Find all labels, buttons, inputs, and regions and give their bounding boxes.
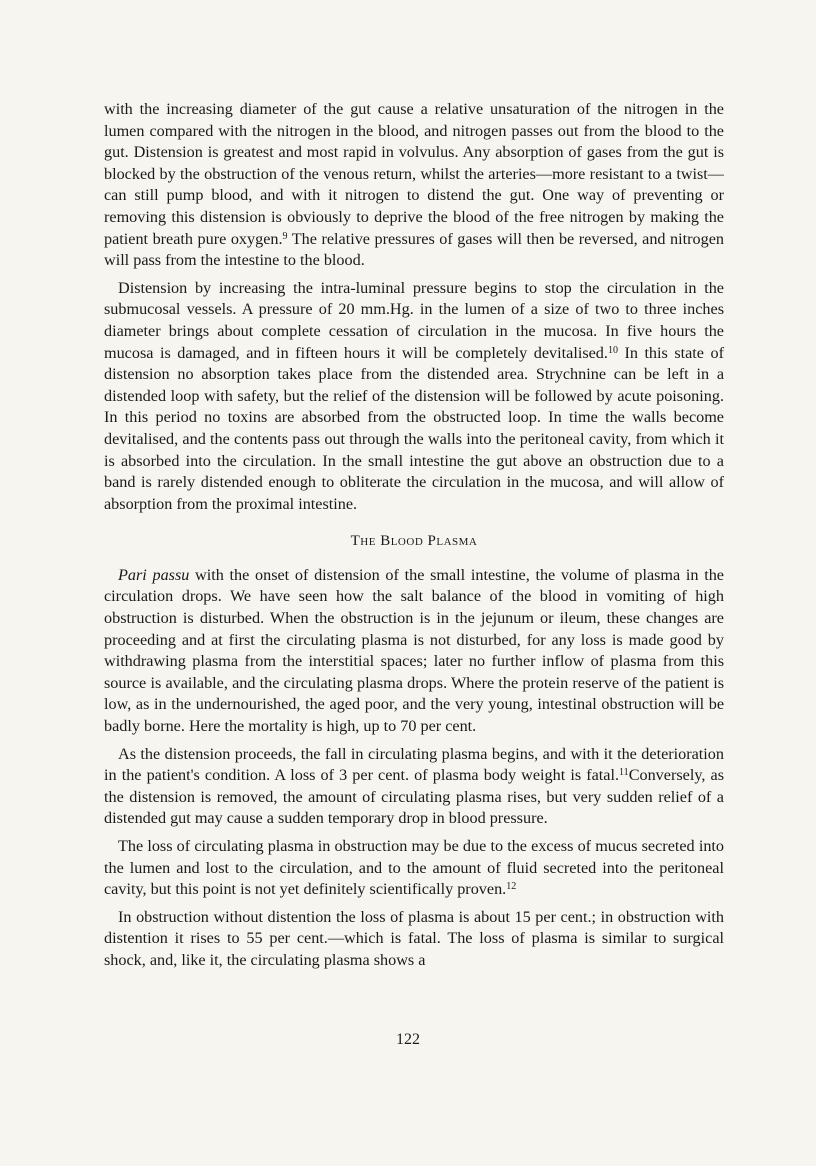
text-column	[104, 99, 724, 978]
paragraph-text: Distension by increasing the intra-luminal pressure begins to stop the circulation in the submucosal vessels. A pressure of 20 mm.Hg. in the lumen of a size of two to three inches diameter brings about complete cessation of circulation in the mucosa. In five hours the mucosa is damaged, and in fifteen hours it will be completely devitalised.	[104, 278, 724, 362]
paragraph-3	[104, 565, 724, 738]
paragraph-text: In this state of distension no absorption takes place from the distended area. Strychnine can be left in a distended loop with safety, but the relief of the distension will be followed by acute poisoning. In this period no toxins are absorbed from the obstructed loop. In time the walls become devitalised, and the contents pass out through the walls into the peritoneal cavity, from which it is absorbed into the circulation. In the small intestine the gut above an obstruction due to a band is rarely distended enough to obliterate the circulation in the mucosa, and will allow of absorption from the proximal intestine.	[104, 343, 724, 513]
paragraph-text: The loss of circulating plasma in obstruction may be due to the excess of mucus secreted into the lumen and lost to the circulation, and to the amount of fluid secreted into the peritoneal cavity, but this point is not yet definitely scientifically proven.	[104, 837, 724, 899]
footnote-ref: 11	[619, 767, 629, 779]
footnote-ref: 12	[506, 881, 517, 893]
paragraph-text: Conversely, as the distension is removed, the amount of circulating plasma rises, but very sudden relief of a distended gut may cause a sudden temporary drop in blood pressure.	[104, 766, 724, 828]
paragraph-text: In obstruction without distention the loss of plasma is about 15 per cent.; in obstruction with distention it rises to 55 per cent.—which is fatal. The loss of plasma is similar to surgical shock, and, like it, the circulating plasma shows a	[104, 907, 724, 969]
paragraph-4	[104, 744, 724, 830]
italic-phrase: Pari passu	[118, 565, 190, 584]
paragraph-text: with the increasing diameter of the gut cause a relative unsaturation of the nitrogen in the lumen compared with the nitrogen in the blood, and nitrogen passes out from the blood to the gut. Distension is greatest and most rapid in volvulus. Any absorption of gases from the gut is blocked by the obstruction of the venous return, whilst the arteries—more resistant to a twist—can still pump blood, and with it nitrogen to distend the gut. One way of preventing or removing this distension is obviously to deprive the blood of the free nitrogen by making the patient breath pure oxygen.	[104, 100, 724, 248]
paragraph-1	[104, 99, 724, 272]
page-number: 122	[396, 1031, 420, 1048]
paragraph-text: The relative pressures of gases will then be reversed, and nitrogen will pass from the intestine to the blood.	[104, 229, 724, 270]
section-heading: The Blood Plasma	[350, 533, 478, 550]
paragraph-text: As the distension proceeds, the fall in circulating plasma begins, and with it the deterioration in the patient's condition. A loss of 3 per cent. of plasma body weight is fatal.	[104, 744, 724, 785]
paragraph-6	[104, 907, 724, 972]
paragraph-5	[104, 836, 724, 901]
paragraph-text: with the onset of distension of the small intestine, the volume of plasma in the circulation drops. We have seen how the salt balance of the blood in vomiting of high obstruction is disturbed. When the obstruction is in the jejunum or ileum, these changes are proceeding and at first the circulating plasma is not disturbed, for any loss is made good by withdrawing plasma from the interstitial spaces; later no further inflow of plasma from this source is available, and the circulating plasma drops. Where the protein reserve of the patient is low, as in the undernourished, the aged poor, and the very young, intestinal obstruction will be badly borne. Here the mortality is high, up to 70 per cent.	[104, 565, 724, 736]
footnote-ref: 10	[607, 344, 618, 356]
paragraph-2	[104, 278, 724, 516]
footnote-ref: 9	[282, 230, 288, 242]
